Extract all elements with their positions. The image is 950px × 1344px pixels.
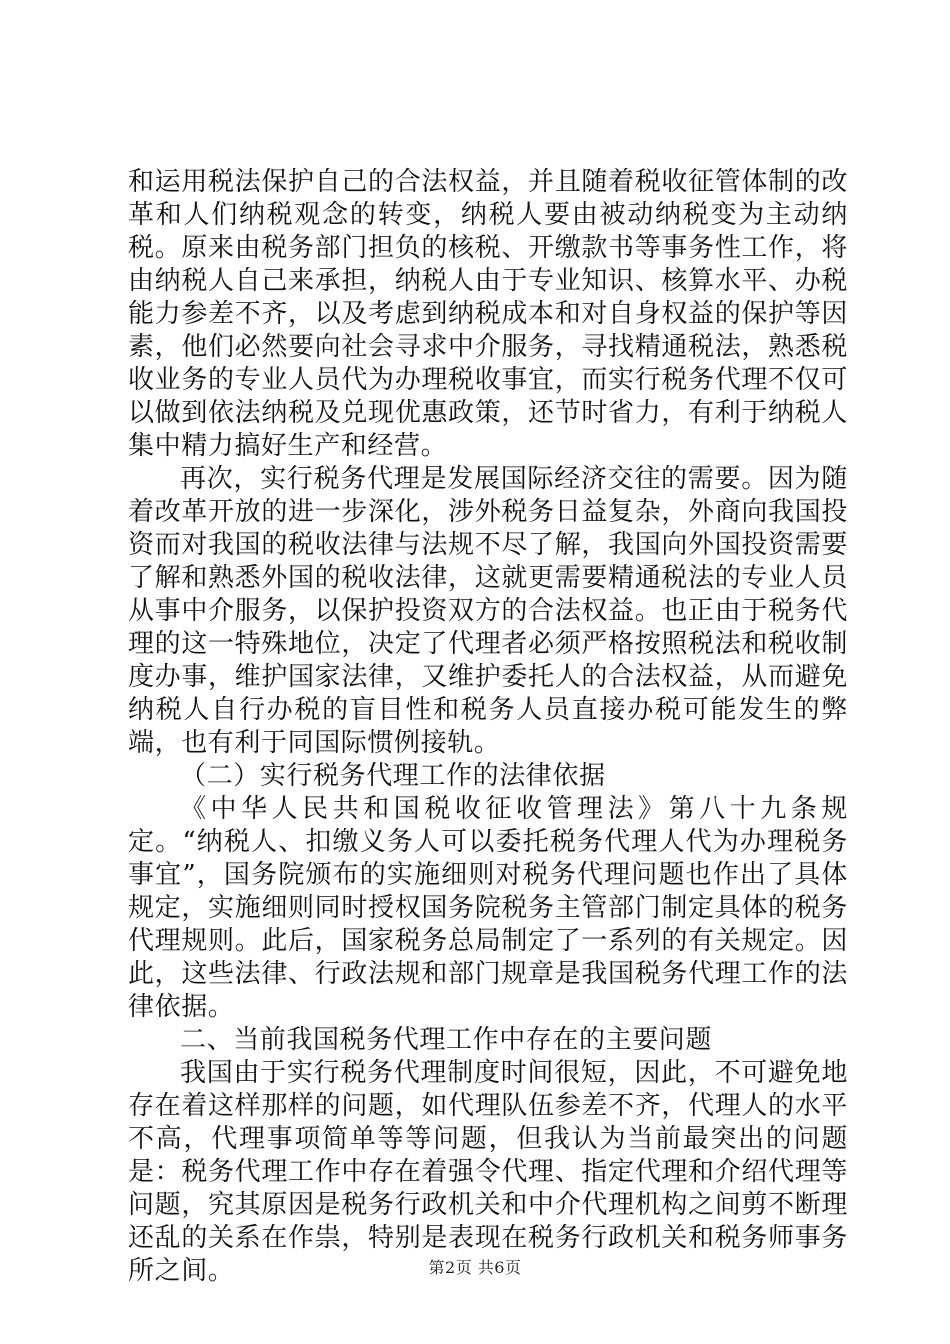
section-heading-legal-basis: （二）实行税务代理工作的法律依据 [180, 761, 606, 791]
page-footer: 第2页 共6页 [428, 1258, 522, 1277]
paragraph-legal-basis: 《中华人民共和国税收征收管理法》第八十九条规定。“纳税人、扣缴义务人可以委托税务代理人代为办理税务事宜”，国务院颁布的实施细则对税务代理问题也作出了具体规定，实施细则同时授权国务院税务主管部门制定具体的税务代理规则。此后，国家税务总局制定了一系列的有关规定。因此，这些法律、行政法规和部门规章是我国税务代理工作的法律依据。 [128, 794, 848, 1022]
paragraph-main-problems: 我国由于实行税务代理制度时间很短，因此，不可避免地存在着这样那样的问题，如代理队伍参差不齐，代理人的水平不高，代理事项简单等等问题，但我认为当前最突出的问题是：税务代理工作中存在着强令代理、指定代理和介绍代理等问题，究其原因是税务行政机关和中介代理机构之间剪不断理还乱的关系在作祟，特别是表现在税务行政机关和税务师事务所之间。 [128, 1058, 848, 1286]
document-body [128, 166, 848, 1288]
paragraph-continuation: 和运用税法保护自己的合法权益，并且随着税收征管体制的改革和人们纳税观念的转变，纳税人要由被动纳税变为主动纳税。原来由税务部门担负的核税、开缴款书等事务性工作，将由纳税人自己来承担，纳税人由于专业知识、核算水平、办税能力参差不齐，以及考虑到纳税成本和对自身权益的保护等因素，他们必然要向社会寻求中介服务，寻找精通税法，熟悉税收业务的专业人员代为办理税收事宜，而实行税务代理不仅可以做到依法纳税及兑现优惠政策，还节时省力，有利于纳税人集中精力搞好生产和经营。 [128, 167, 848, 461]
paragraph-international-exchange: 再次，实行税务代理是发展国际经济交往的需要。因为随着改革开放的进一步深化，涉外税务日益复杂，外商向我国投资而对我国的税收法律与法规不尽了解，我国向外国投资需要了解和熟悉外国的税收法律，这就更需要精通税法的专业人员从事中介服务，以保护投资双方的合法权益。也正由于税务代理的这一特殊地位，决定了代理者必须严格按照税法和税收制度办事，维护国家法律，又维护委托人的合法权益，从而避免纳税人自行办税的盲目性和税务人员直接办税可能发生的弊端，也有利于同国际惯例接轨。 [128, 464, 848, 758]
section-heading-main-problems: 二、当前我国税务代理工作中存在的主要问题 [180, 1025, 713, 1055]
